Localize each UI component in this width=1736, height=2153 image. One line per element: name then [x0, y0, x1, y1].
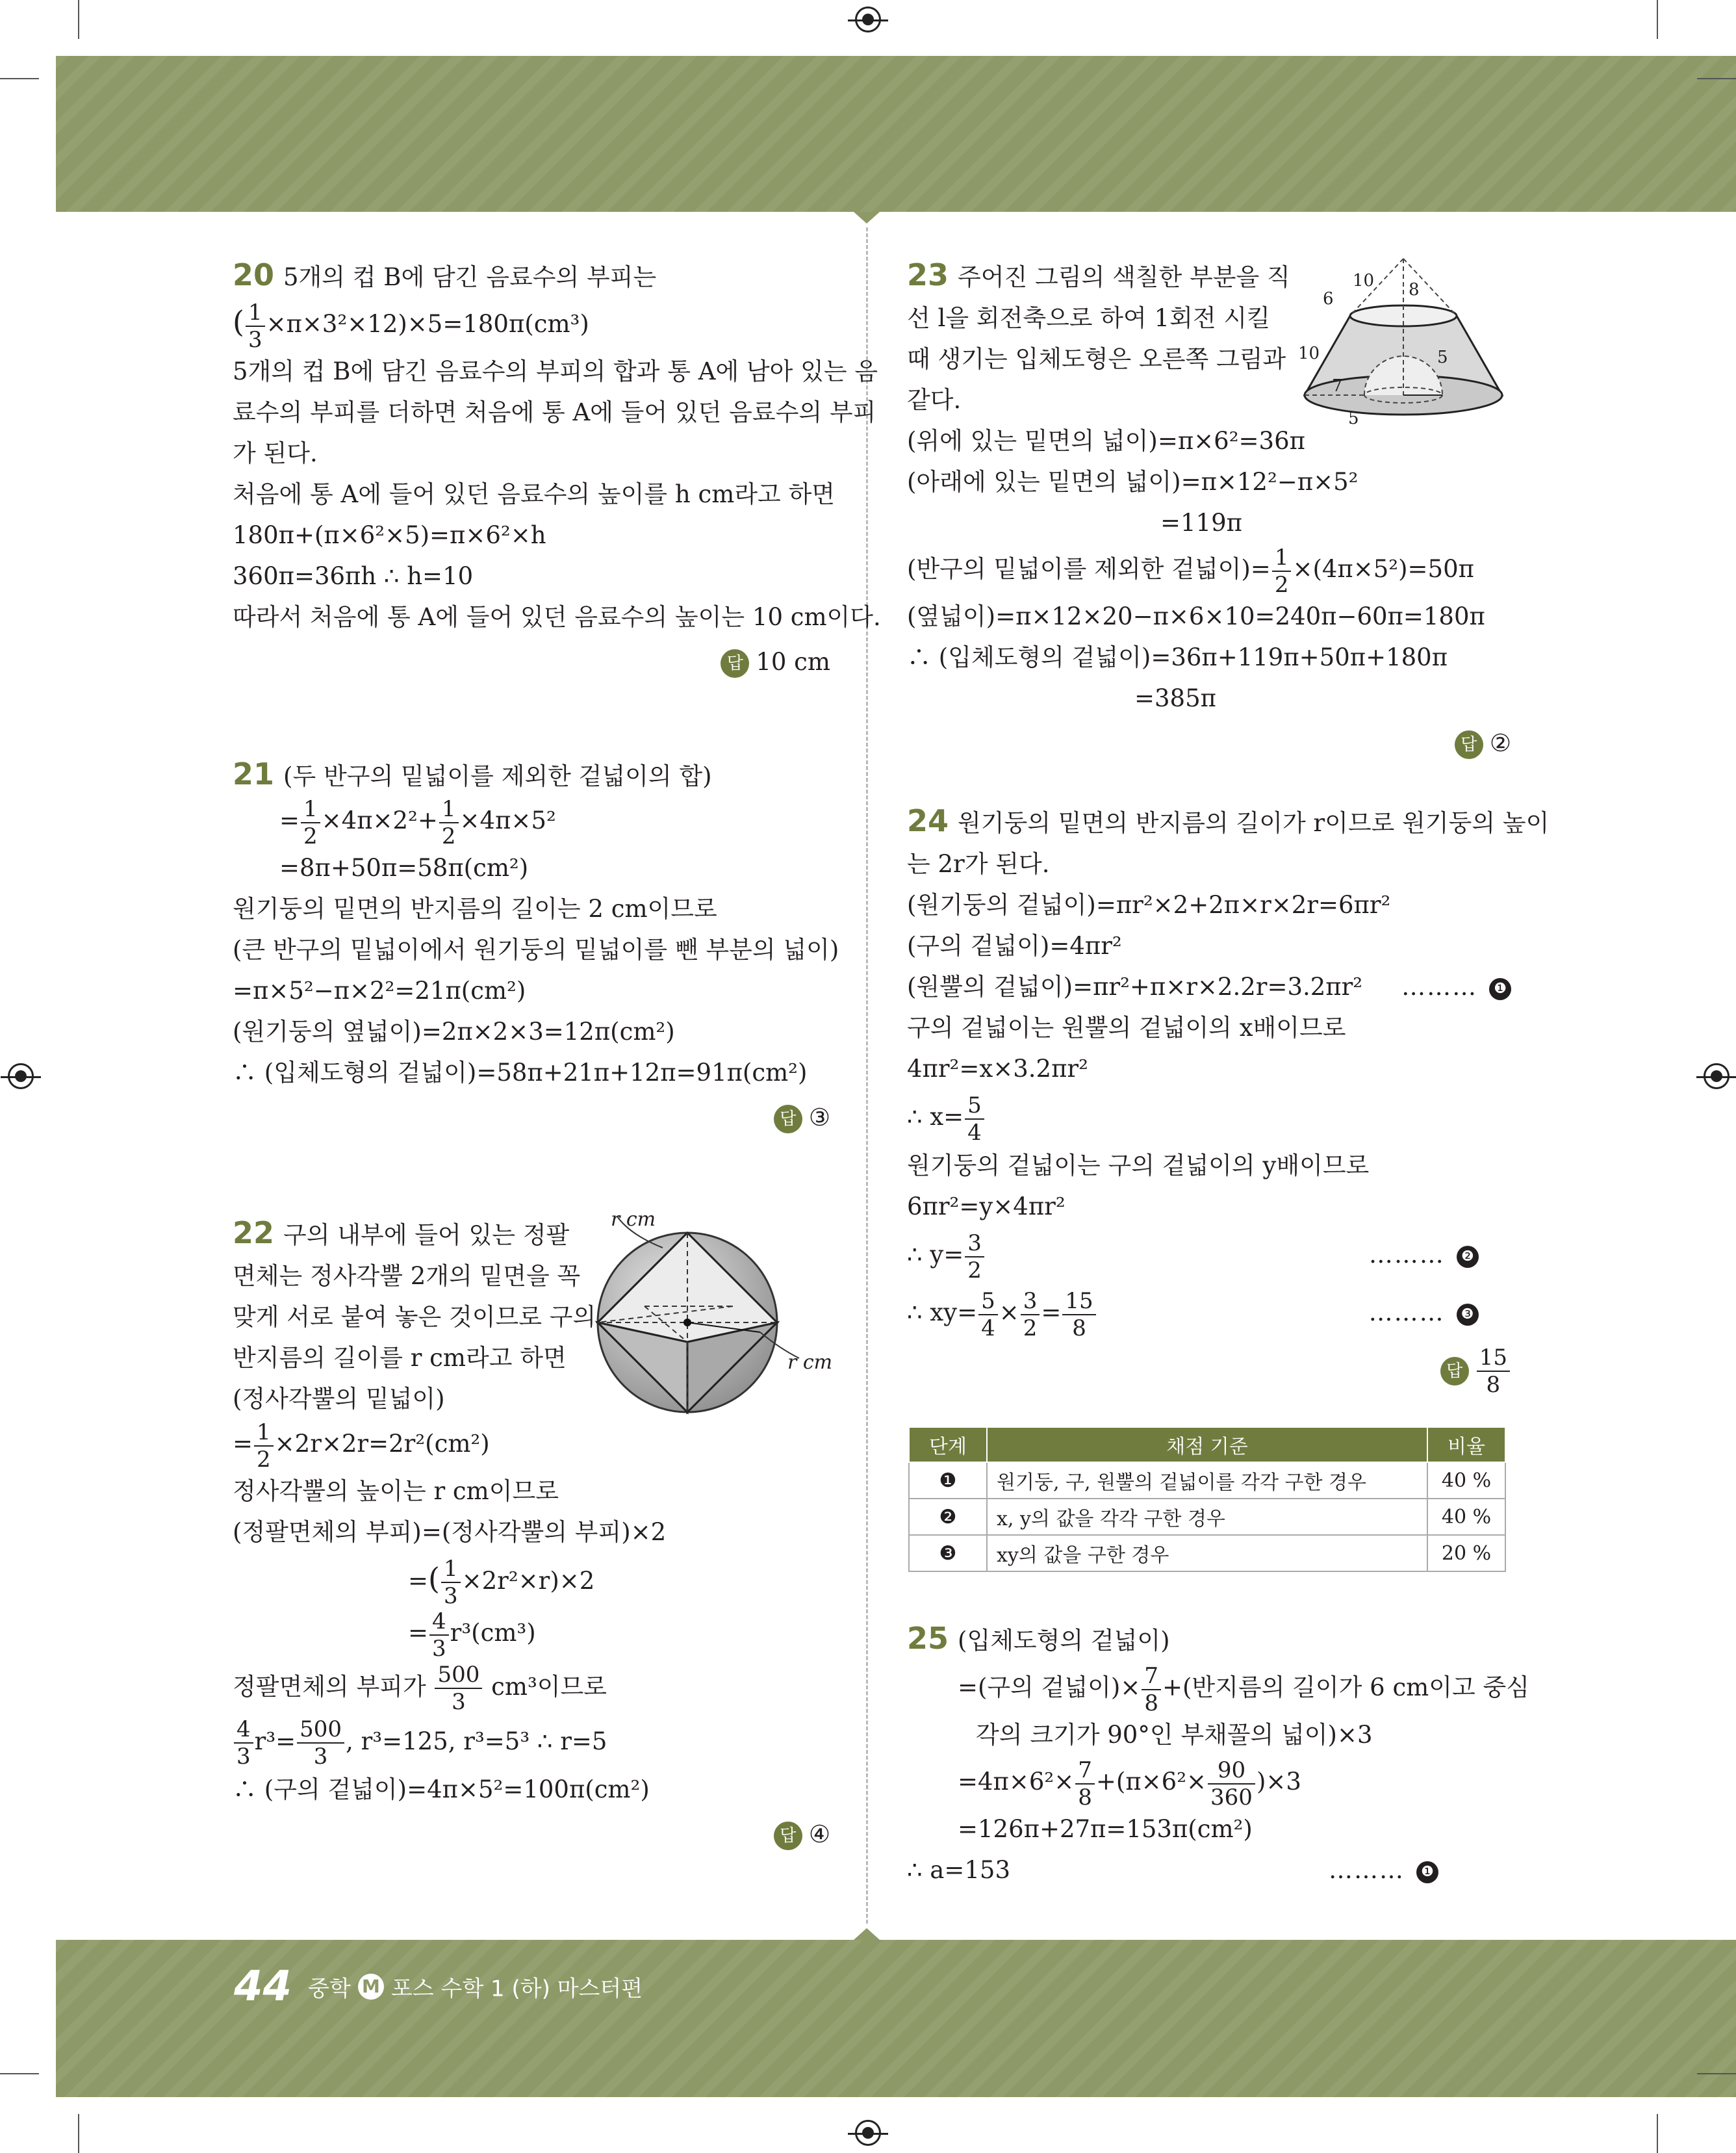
step-mark: ❶: [1489, 978, 1511, 1000]
fraction: $\frac{90}{360}$: [1208, 1759, 1255, 1809]
table-header-row: 단계 채점 기준 비율: [909, 1427, 1505, 1462]
fraction: $\frac{3}{2}$: [965, 1232, 984, 1282]
answer-line: 답 ④: [233, 1814, 830, 1855]
crop-mark: [1657, 0, 1658, 39]
answer-badge: 답: [774, 1105, 802, 1133]
answer-line: 답 ②: [907, 723, 1511, 764]
page-footer: [234, 1963, 643, 2011]
problem-25: 25 (입체도형의 겉넓이) =(구의 겉넓이)× $\frac{7}{8}$ +(반지름의 길이가 6 cm이고 중심 각의 크기가 90°인 부채꼴의 넓이)×3 =4π×6²× $\frac{7}{8}$ +(π×6²× $\frac{90}{360}$ )×3 =126π+27π=153π(cm²) ∴ a=153 ……… ❶: [907, 1621, 1529, 1884]
fraction: $\frac{500}{3}$: [297, 1718, 344, 1768]
table-row: ❷ x, y의 값을 각각 구한 경우 40 %: [909, 1499, 1505, 1535]
fraction: $\frac{1}{2}$: [301, 798, 320, 847]
crop-mark: [1657, 2114, 1658, 2153]
problem-24: 24 원기둥의 밑면의 반지름의 길이가 r이므로 원기둥의 높이 는 2r가 된다. (원기둥의 겉넓이)=πr²×2+2π×r×2r=6πr² (구의 겉넓이)=4πr² (원뿔의 겉넓이)=πr²+π×r×2.2r=3.2πr² ……… ❶ 구의 겉넓이는 원뿔의 겉넓이의 x배이므로 4πr²=x×3.2πr² ∴ x= $\frac{5}{4}$ 원기둥의 겉넓이는 구의 겉넓이의 y배이므로 6πr²=y×4πr² ∴ y= $\frac{3}{2}$ ……… ❷ ∴ xy= $\frac{5}{4}$ × $\frac{3}{2}$ = $\frac{15}{8}$ ……… ❸ 답 $\frac{15}{8}$: [907, 803, 1550, 1398]
fraction: $\frac{1}{2}$: [1272, 547, 1292, 596]
problem-number: 23: [907, 257, 949, 292]
step-mark: ❸: [1457, 1304, 1479, 1326]
answer-badge: 답: [1455, 730, 1483, 759]
fraction: $\frac{1}{2}$: [254, 1421, 274, 1471]
book-logo-icon: M: [358, 1974, 384, 2000]
fraction: $\frac{5}{4}$: [965, 1094, 984, 1144]
fraction: $\frac{5}{4}$: [978, 1290, 998, 1339]
fraction: $\frac{3}{2}$: [1021, 1290, 1040, 1339]
problem-number: 20: [233, 257, 275, 292]
header-band: [56, 56, 1736, 212]
fraction: $\frac{1}{3}$: [246, 302, 265, 351]
book-title-prefix: 중학: [308, 1976, 351, 2002]
crop-mark: [0, 2073, 39, 2074]
answer-badge: 답: [721, 649, 749, 678]
fraction: $\frac{4}{3}$: [234, 1718, 253, 1768]
registration-mark: [8, 1063, 34, 1089]
fraction: $\frac{7}{8}$: [1075, 1759, 1095, 1809]
figure-label: r cm: [611, 1208, 656, 1231]
page-number: 44: [234, 1963, 292, 2011]
problem-23: 23 주어진 그림의 색칠한 부분을 직 선 l을 회전축으로 하여 1회전 시킬 때 생기는 입체도형은 오른쪽 그림과 같다. (위에 있는 밑면의 넓이)=π×6²=36π (아래에 있는 밑면의 넓이)=π×12²−π×5² =119π (반구의 밑넓이를 제외한 겉넓이)= $\frac{1}{2}$ ×(4π×5²)=50π (옆넓이)=π×12×20−π×6×10=240π−60π=180π ∴ (입체도형의 겉넓이)=36π+119π+50π+180π =385π 답 ②: [907, 255, 1511, 764]
table-row: ❶ 원기둥, 구, 원뿔의 겉넓이를 각각 구한 경우 40 %: [909, 1462, 1505, 1499]
fraction: $\frac{15}{8}$: [1477, 1347, 1510, 1396]
header-notch: [854, 212, 880, 224]
answer-badge: 답: [1440, 1357, 1469, 1386]
crop-mark: [0, 78, 39, 79]
crop-mark: [1697, 78, 1736, 79]
scoring-table: [908, 1426, 1506, 1572]
problem-number: 24: [907, 803, 949, 838]
problem-20: 20 5개의 컵 B에 담긴 음료수의 부피는 ( $\frac{1}{3}$ ×π×3²×12)×5=180π(cm³) 5개의 컵 B에 담긴 음료수의 부피의 합과 통 A에 남아 있는 음 료수의 부피를 더하면 처음에 통 A에 들어 있던 음료수의 부피 가 된다. 처음에 통 A에 들어 있던 음료수의 높이를 h cm라고 하면 180π+(π×6²×5)=π×6²×h 360π=36πh ∴ h=10 따라서 처음에 통 A에 들어 있던 음료수의 높이는 10 cm이다. 답 10 cm: [233, 255, 830, 682]
octahedron-sphere-figure: [585, 1209, 838, 1423]
figure-label: r cm: [787, 1351, 833, 1374]
fraction: $\frac{4}{3}$: [429, 1610, 449, 1660]
fraction: $\frac{500}{3}$: [435, 1664, 482, 1713]
column-divider: [866, 227, 868, 1924]
problem-21: 21 (두 반구의 밑넓이를 제외한 겉넓이의 합) = $\frac{1}{2}$ ×4π×2²+ $\frac{1}{2}$ ×4π×5² =8π+50π=58π(cm²) 원기둥의 밑면의 반지름의 길이는 2 cm이므로 (큰 반구의 밑넓이에서 원기둥의 밑넓이를 뺀 부분의 넓이) =π×5²−π×2²=21π(cm²) (원기둥의 옆넓이)=2π×2×3=12π(cm²) ∴ (입체도형의 겉넓이)=58π+21π+12π=91π(cm²) 답 ③: [233, 754, 830, 1138]
truncated-cone-figure: [1293, 253, 1514, 422]
problem-number: 25: [907, 1621, 949, 1656]
crop-mark: [1697, 2073, 1736, 2074]
fraction: $\frac{7}{8}$: [1142, 1665, 1161, 1714]
crop-mark: [78, 2114, 79, 2153]
problem-number: 22: [233, 1215, 275, 1250]
registration-mark: [855, 2120, 881, 2146]
step-mark: ❶: [1416, 1861, 1438, 1883]
answer-line: 답 ③: [233, 1097, 830, 1138]
fraction: $\frac{15}{8}$: [1062, 1290, 1095, 1339]
fraction: $\frac{1}{3}$: [441, 1558, 461, 1607]
step-mark: ❷: [1457, 1246, 1479, 1268]
registration-mark: [1704, 1063, 1730, 1089]
table-row: ❸ xy의 값을 구한 경우 20 %: [909, 1535, 1505, 1571]
footer-notch: [854, 1928, 880, 1940]
problem-number: 21: [233, 756, 275, 792]
crop-mark: [78, 0, 79, 39]
answer-badge: 답: [774, 1822, 802, 1850]
fraction: $\frac{1}{2}$: [439, 798, 459, 847]
registration-mark: [855, 6, 881, 32]
book-title: 포스 수학 1 (하) 마스터편: [391, 1976, 643, 2002]
problem-22: 22 구의 내부에 들어 있는 정팔 면체는 정사각뿔 2개의 밑면을 꼭 맞게 서로 붙여 놓은 것이므로 구의 반지름의 길이를 r cm라고 하면 (정사각뿔의 밑넓이) = $\frac{1}{2}$ ×2r×2r=2r²(cm²) 정사각뿔의 높이는 r cm이므로 (정팔면체의 부피)=(정사각뿔의 부피)×2 =( $\frac{1}{3}$ ×2r²×r)×2 = $\frac{4}{3}$ r³(cm³) 정팔면체의 부피가 $\frac{500}{3}$ cm³이므로 $\frac{4}{3}$ r³= $\frac{500}{3}$ , r³=125, r³=5³ ∴ r=5 ∴ (구의 겉넓이)=4π×5²=100π(cm²) 답 ④: [233, 1213, 830, 1855]
answer-line: [907, 1347, 1511, 1396]
answer-line: 답 10 cm: [233, 641, 830, 682]
